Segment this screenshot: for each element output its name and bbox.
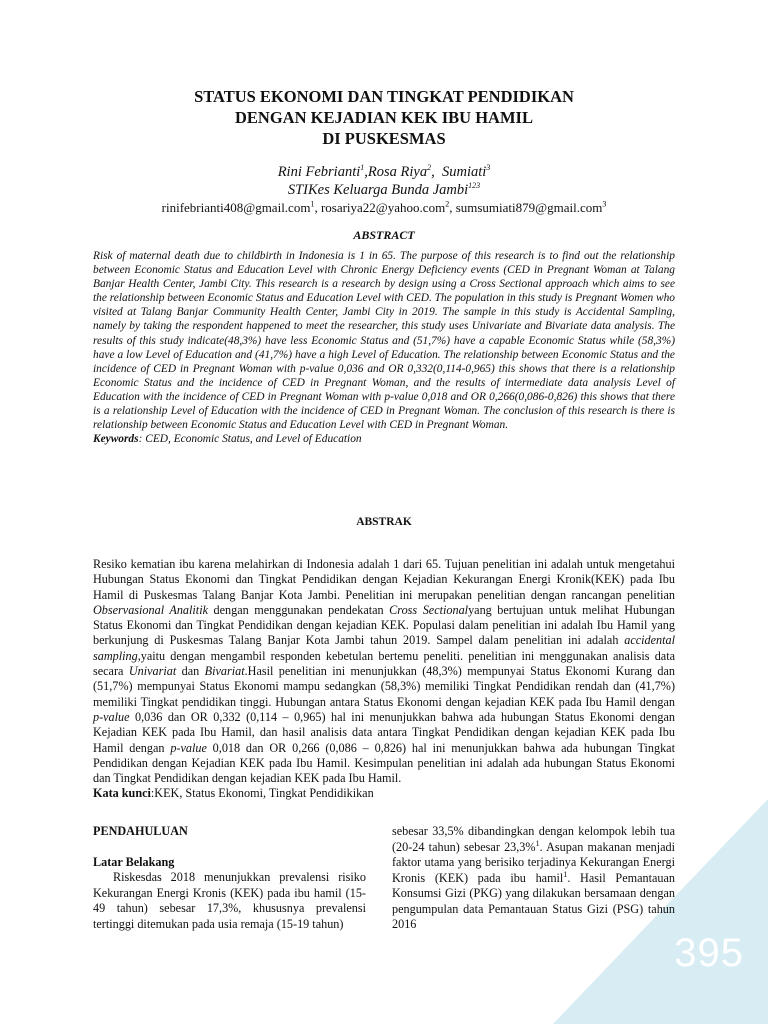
abstrak-italic-7: p-value — [170, 740, 207, 755]
section-heading-pendahuluan: PENDAHULUAN — [93, 824, 188, 838]
author-3: Sumiati — [441, 164, 487, 180]
keywords-text: : CED, Economic Status, and Level of Education — [138, 433, 362, 446]
abstrak-text-6: .Hasil penelitian ini menunjukkan (48,3%) mempunyai Status Ekonomi Kurang dan (51,7%) mempunyai Status Ekonomi mampu sedangkan (58,3%) memiliki Tingkat Pendidikan rendah dan (41,7%) memiliki Tingkat pendidikan tinggi. Hubungan antara Status Ekonomi dengan kejadian KEK pada Ibu Hamil dengan — [93, 664, 675, 709]
intro-right-text-2: . Asupan makanan menjadi faktor utama yang berisiko terjadinya Kekurangan Energi Kronis (KEK) pada ibu hamil — [392, 839, 675, 885]
abstrak-text-4: ,yaitu dengan mengambil responden kebetulan bertemu peneliti. penelitian ini menggunakan analisis data secara — [93, 648, 675, 679]
affiliation — [0, 181, 768, 199]
author-3-sup: 3 — [486, 163, 491, 173]
paper-title — [0, 86, 768, 149]
abstrak-text-7: 0,036 dan OR 0,332 (0,114 – 0,965) hal ini menunjukkan bahwa ada hubungan Status Ekonomi dengan Kejadian KEK pada Ibu Hamil, dan hasil analisis data antara Tingkat Pendidikan dengan kejadian KEK pada Ibu Hamil dengan — [93, 709, 675, 755]
author-1-sup: 1 — [360, 163, 365, 173]
affiliation-name: STIKes Keluarga Bunda Jambi — [287, 182, 469, 198]
abstrak-italic-5: Bivariat — [204, 664, 245, 679]
kata-kunci-text: :KEK, Status Ekonomi, Tingkat Pendidikikan — [150, 786, 374, 801]
author-2: Rosa Riya — [367, 164, 428, 180]
intro-right-text-3: . Hasil Pemantauan Konsumsi Gizi (PKG) yang dilakukan bersamaan dengan pengumpulan data Pemantauan Status Gizi (PSG) tahun 2016 — [392, 870, 675, 931]
right-column — [392, 824, 675, 933]
abstrak-text-3: yang bertujuan untuk melihat Hubungan Status Ekonomi dan Tingkat Pendidikan dengan kejadian KEK. Populasi dalam penelitian ini adalah Ibu Hamil yang berkunjung di Puskesmas Talang Banjar Kota Jambi tahun 2019. Sampel dalam penelitian ini adalah — [93, 602, 675, 648]
email-2: , rosariya22@yahoo.com — [314, 200, 446, 215]
abstrak-body — [93, 557, 675, 802]
email-1-sup: 1 — [310, 199, 315, 209]
email-2-sup: 2 — [445, 199, 450, 209]
author-1: Rini Febrianti — [277, 164, 361, 180]
keywords-label: Keywords — [93, 433, 139, 446]
author-separator-2: , — [431, 164, 442, 180]
page-number: 395 — [674, 931, 744, 975]
abstrak-italic-3: accidental sampling — [93, 633, 675, 663]
affiliation-sup: 123 — [468, 181, 481, 191]
abstrak-italic-4: Univariat — [128, 664, 177, 679]
author-list — [0, 163, 768, 181]
abstrak-text-1: Resiko kematian ibu karena melahirkan di Indonesia adalah 1 dari 65. Tujuan penelitian ini adalah untuk mengetahui Hubungan Status Ekonomi dan Tingkat Pendidikan dengan Kejadian Kekurangan Energi Kronik(KEK) pada Ibu Hamil di Puskesmas Talang Banjar Kota Jambi. Penelitian ini merupakan penelitian dengan rancangan penelitian — [93, 557, 675, 602]
title-line-3: DI PUSKESMAS — [322, 129, 446, 148]
abstrak-italic-2: Cross Sectional — [389, 602, 469, 617]
email-list — [0, 199, 768, 217]
intro-right-text-1: sebesar 33,5% dibandingkan dengan kelompok lebih tua (20-24 tahun) sebesar 23,3% — [392, 824, 675, 854]
email-3-sup: 3 — [602, 199, 607, 209]
abstrak-text-8: 0,018 dan OR 0,266 (0,086 – 0,826) hal ini menunjukkan bahwa ada hubungan Tingkat Pendidikan dengan Kejadian KEK pada Ibu Hamil. Kesimpulan penelitian ini adalah ada hubungan Status Ekonomi dan Tingkat Pendidikan dengan kejadian KEK pada Ibu Hamil. — [93, 740, 675, 786]
subsection-heading-latar-belakang: Latar Belakang — [93, 854, 175, 869]
email-1: rinifebrianti408@gmail.com — [161, 200, 311, 215]
title-line-2: DENGAN KEJADIAN KEK IBU HAMIL — [235, 108, 533, 127]
abstrak-italic-1: Observasional Analitik — [93, 602, 208, 617]
abstrak-heading: ABSTRAK — [356, 516, 412, 528]
left-column — [93, 824, 366, 932]
abstrak-italic-6: p-value — [93, 709, 130, 724]
abstract-text: Risk of maternal death due to childbirth in Indonesia is 1 in 65. The purpose of this research is to find out the relationship between Economic Status and Education Level with Chronic Energy Deficiency events (CED in Pregnant Woman at Talang Banjar Health Center, Jambi City. This research is a research by design using a Cross Sectional approach which aims to see the relationship between Economic Status and Education Level with CED. The population in this study is Pregnant Women who visited at Talang Banjar Community Health Center, Jambi City in 2019. The sample in this study is Accidental Sampling, namely by taking the respondent happened to meet the researcher, this study uses Univariate and Bivariate data analysis. The results of this study indicate(48,3%) have less Economic Status and (51,7%) have a capable Economic Status while (58,3%) have a low Level of Education and (41,7%) have a high Level of Education. The relationship between Economic Status and the incidence of CED in Pregnant Woman with p-value 0,036 and OR 0,332(0,114-0,965) this shows that there is a relationship Economic Status and the incidence of CED in Pregnant Woman, and the results of intermediate data analysis Level of Education with the incidence of CED in Pregnant Woman with p-value 0,018 and OR 0,266(0,086-0,826) this shows that there is a relationship Level of Education with the incidence of CED in Pregnant Woman. The conclusion of this research is there is relationship between Economic Status and Education Level with CED in Pregnant Woman. — [93, 250, 675, 432]
author-separator-1: , — [364, 164, 368, 180]
abstrak-text-5: dan — [176, 664, 205, 679]
abstract-body — [93, 249, 675, 446]
kata-kunci-label: Kata kunci — [93, 786, 151, 801]
intro-right-sup-1: 1 — [535, 838, 540, 848]
abstrak-text-2: dengan menggunakan pendekatan — [208, 602, 390, 617]
email-3: , sumsumiati879@gmail.com — [449, 200, 603, 215]
intro-right-sup-2: 1 — [563, 869, 568, 879]
title-line-1: STATUS EKONOMI DAN TINGKAT PENDIDIKAN — [194, 87, 574, 106]
abstract-heading: ABSTRACT — [353, 228, 415, 242]
intro-paragraph-right — [392, 824, 675, 933]
intro-paragraph-left: Riskesdas 2018 menunjukkan prevalensi risiko Kekurangan Energi Kronis (KEK) pada ibu hamil (15-49 tahun) sebesar 17,3%, khususnya prevalensi tertinggi ditemukan pada usia remaja (15-19 tahun) — [93, 870, 366, 931]
author-2-sup: 2 — [427, 163, 432, 173]
